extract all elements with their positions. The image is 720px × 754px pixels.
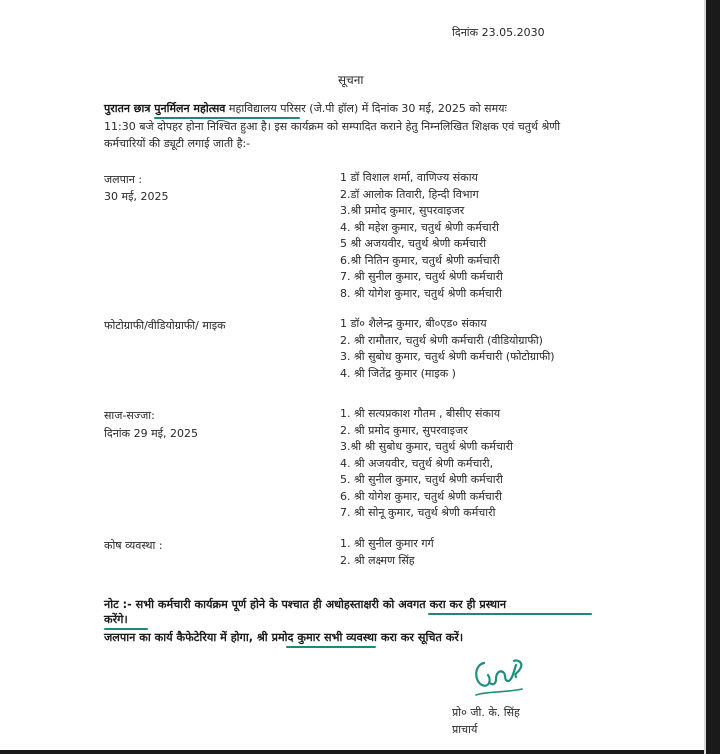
signatory-title: प्राचार्य [452,723,478,736]
principal-signature [470,655,530,701]
list-item: 2. श्री लक्ष्मण सिंह [340,553,415,567]
list-item: 7. श्री सोनू कुमार, चतुर्थ श्रेणी कर्मचारी [340,506,496,519]
refreshment-duty-list [340,170,503,302]
list-item: 4. श्री जितेंद्र कुमार (माइक ) [340,366,456,380]
list-item: 7. श्री सुनील कुमार, चतुर्थ श्रेणी कर्मचारी [340,270,503,283]
section-label-photography: फोटोग्राफी/वीडियोग्राफी/ माइक [104,319,226,332]
scan-border-bottom [0,750,720,754]
list-item: 4. श्री अजयवीर, चतुर्थ श्रेणी कर्मचारी, [340,456,494,470]
list-item: 1. श्री सत्यप्रकाश गौतम , बीसीए संकाय [340,407,501,420]
photography-duty-list [340,316,555,382]
intro-line-3: कर्मचारियों की ड्यूटी लगाई जाती है:- [104,137,251,150]
list-item: 3.श्री प्रमोद कुमार, सुपरवाइजर [340,204,465,217]
list-item: 5. श्री सुनील कुमार, चतुर्थ श्रेणी कर्मचारी [340,473,503,486]
section-label-refreshment-date: 30 मई, 2025 [104,190,169,203]
list-item: 2.डॉ आलोक तिवारी, हिन्दी विभाग [340,187,479,201]
notice-heading: सूचना [338,73,364,87]
list-item: 1 डॉ० शैलेन्द्र कुमार, बी०एड० संकाय [340,317,487,330]
intro-line-2: 11:30 बजे दोपहर होना निश्चित हुआ है। इस कार्यक्रम को सम्पादित कराने हेतु निम्नलिखित शिक्षक एवं चतुर्थ श्रेणी [104,120,561,133]
list-item: 2. श्री प्रमोद कुमार, सुपरवाइजर [340,423,468,437]
section-label-treasury: कोष व्यवस्था : [104,539,163,552]
list-item: 1. श्री सुनील कुमार गर्ग [340,537,434,550]
note-underline-1 [428,613,592,615]
list-item: 1 डॉ विशाल शर्मा, वाणिज्य संकाय [340,171,478,184]
list-item: 6.श्री नितिन कुमार, चतुर्थ श्रेणी कर्मचारी [340,253,500,267]
list-item: 3.श्री श्री सुबोध कुमार, चतुर्थ श्रेणी कर्मचारी [340,440,514,453]
treasury-duty-list [340,536,434,569]
note-underline-3 [286,646,376,648]
signatory-name: प्रो० जी. के. सिंह [452,706,520,719]
note-line-1: नोट :- सभी कर्मचारी कार्यक्रम पूर्ण होने के पश्चात ही अधोहस्ताक्षरी को अवगत करा कर ही प्रस्थान [104,598,507,611]
scan-border-right [706,0,720,754]
intro-line-1-rest: महाविद्यालय परिसर (जे.पी हॉल) में दिनांक 30 मई, 2025 को समयः [225,102,507,115]
list-item: 5 श्री अजयवीर, चतुर्थ श्रेणी कर्मचारी [340,237,487,250]
section-label-refreshment-title: जलपान : [104,173,143,186]
decoration-duty-list [340,406,513,522]
list-item: 2. श्री रामौतार, चतुर्थ श्रेणी कर्मचारी (वीडियोग्राफी) [340,333,543,347]
list-item: 3. श्री सुबोध कुमार, चतुर्थ श्रेणी कर्मचारी (फोटोग्राफी) [340,350,555,363]
list-item: 4. श्री महेश कुमार, चतुर्थ श्रेणी कर्मचारी [340,220,499,234]
section-label-decoration-title: साज-सज्जा: [104,409,155,422]
section-label-decoration-date: दिनांक 29 मई, 2025 [104,427,199,440]
page-edge-shadow [704,0,706,754]
notice-date: दिनांक 23.05.2030 [452,26,545,39]
event-name: पुरातन छात्र पुनर्मिलन महोत्सव [104,102,226,115]
list-item: 6. श्री योगेश कुमार, चतुर्थ श्रेणी कर्मचारी [340,489,502,503]
list-item: 8. श्री योगेश कुमार, चतुर्थ श्रेणी कर्मचारी [340,286,502,300]
note-line-3: जलपान का कार्य कैफेटेरिया में होगा, श्री प्रमोद कुमार सभी व्यवस्था करा कर सूचित करें। [104,631,464,644]
note-line-2: करेंगे। [104,613,128,626]
intro-line-1 [104,101,624,117]
